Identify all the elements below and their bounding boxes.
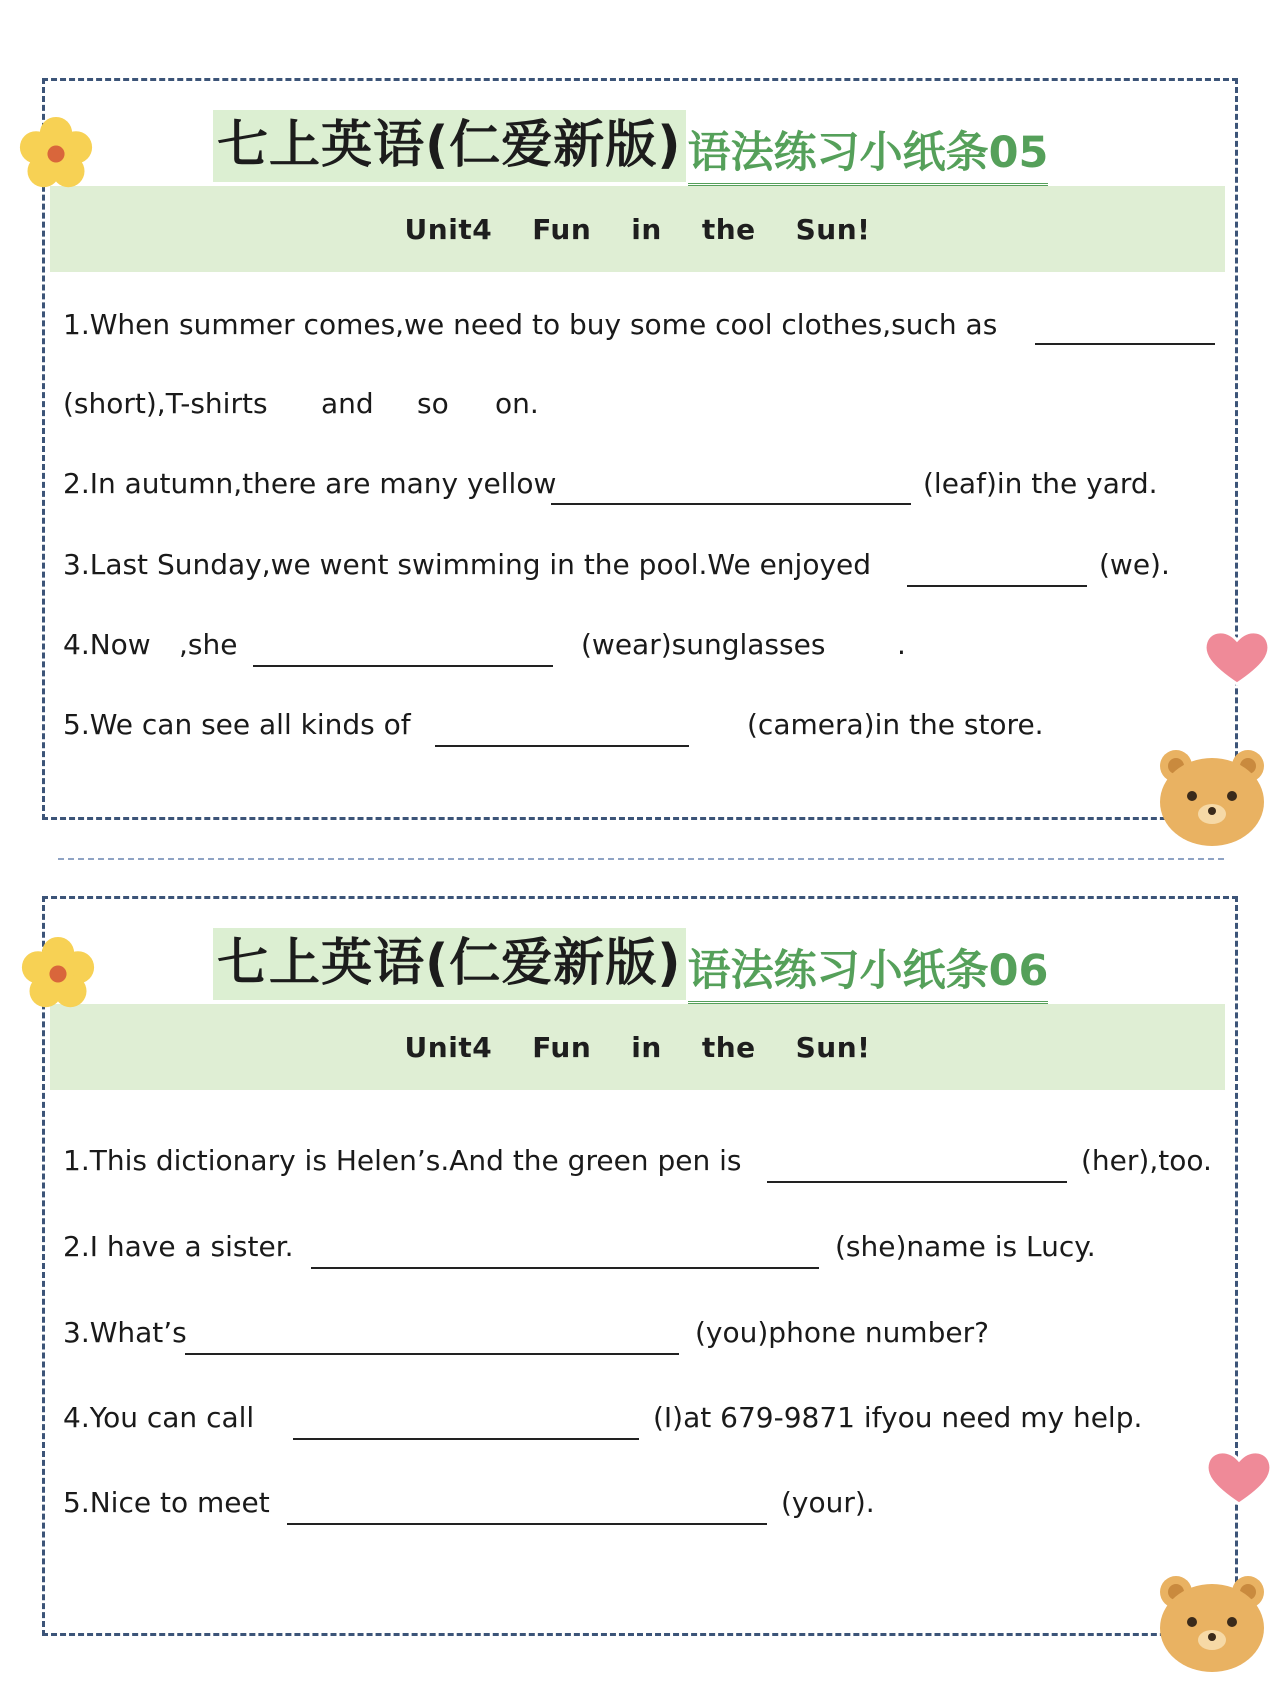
question-2-text: 2.I have a sister. — [63, 1230, 294, 1263]
unit-word: the — [701, 1030, 756, 1064]
worksheet-card-05 — [42, 78, 1238, 820]
card-title — [213, 921, 1048, 1007]
unit-word: Sun! — [795, 212, 871, 246]
unit-heading — [50, 1004, 1225, 1090]
title-sub: 语法练习小纸条05 — [688, 123, 1049, 186]
question-4-text: 4.You can call — [63, 1401, 255, 1434]
flower-icon — [20, 936, 96, 1012]
question-5-hint: (your). — [781, 1486, 875, 1519]
heart-icon — [1200, 626, 1274, 688]
answer-blank-4[interactable] — [253, 665, 553, 667]
question-3-text: 3.What’s — [63, 1316, 187, 1349]
question-1-cont: (short),T-shirts — [63, 387, 268, 420]
unit-word: in — [631, 1030, 662, 1064]
question-1-hint: (her),too. — [1081, 1144, 1212, 1177]
title-sub: 语法练习小纸条06 — [688, 941, 1049, 1004]
question-3-text: 3.Last Sunday,we went swimming in the pool.We enjoyed — [63, 548, 872, 581]
answer-blank-5[interactable] — [287, 1523, 767, 1525]
question-1-text: 1.This dictionary is Helen’s.And the green pen is — [63, 1144, 742, 1177]
question-2-text: 2.In autumn,there are many yellow — [63, 467, 557, 500]
unit-word: Unit4 — [404, 212, 493, 246]
question-5-hint: (camera)in the store. — [747, 708, 1044, 741]
title-main: 七上英语(仁爱新版) — [213, 110, 686, 182]
answer-blank-3[interactable] — [185, 1353, 679, 1355]
answer-blank-1[interactable] — [1035, 343, 1215, 345]
unit-word: Fun — [532, 212, 592, 246]
unit-word: in — [631, 212, 662, 246]
heart-icon — [1202, 1446, 1276, 1508]
card-title — [213, 103, 1048, 189]
bear-icon — [1152, 1566, 1272, 1676]
worksheet-card-06 — [42, 896, 1238, 1636]
question-1-word: and — [321, 387, 374, 420]
unit-word: the — [701, 212, 756, 246]
question-4-hint: (wear)sunglasses — [581, 628, 826, 661]
answer-blank-2[interactable] — [311, 1267, 819, 1269]
question-1-word: on. — [495, 387, 539, 420]
answer-blank-5[interactable] — [435, 745, 689, 747]
answer-blank-1[interactable] — [767, 1181, 1067, 1183]
question-4-text: 4.Now — [63, 628, 151, 661]
question-5-text: 5.Nice to meet — [63, 1486, 270, 1519]
question-3-hint: (you)phone number? — [695, 1316, 989, 1349]
unit-heading — [50, 186, 1225, 272]
question-4-text: ,she — [179, 628, 238, 661]
answer-blank-4[interactable] — [293, 1438, 639, 1440]
unit-word: Fun — [532, 1030, 592, 1064]
question-4-end: . — [897, 628, 906, 661]
answer-blank-3[interactable] — [907, 585, 1087, 587]
question-3-hint: (we). — [1099, 548, 1170, 581]
answer-blank-2[interactable] — [551, 503, 911, 505]
title-main: 七上英语(仁爱新版) — [213, 928, 686, 1000]
question-1-text: 1.When summer comes,we need to buy some cool clothes,such as — [63, 308, 998, 341]
question-2-hint: (leaf)in the yard. — [923, 467, 1158, 500]
question-2-hint: (she)name is Lucy. — [835, 1230, 1096, 1263]
question-1-word: so — [417, 387, 449, 420]
question-5-text: 5.We can see all kinds of — [63, 708, 411, 741]
unit-word: Unit4 — [404, 1030, 493, 1064]
question-4-hint: (I)at 679-9871 ifyou need my help. — [653, 1401, 1143, 1434]
bear-icon — [1152, 740, 1272, 850]
section-divider — [58, 858, 1224, 860]
flower-icon — [18, 116, 94, 192]
unit-word: Sun! — [795, 1030, 871, 1064]
